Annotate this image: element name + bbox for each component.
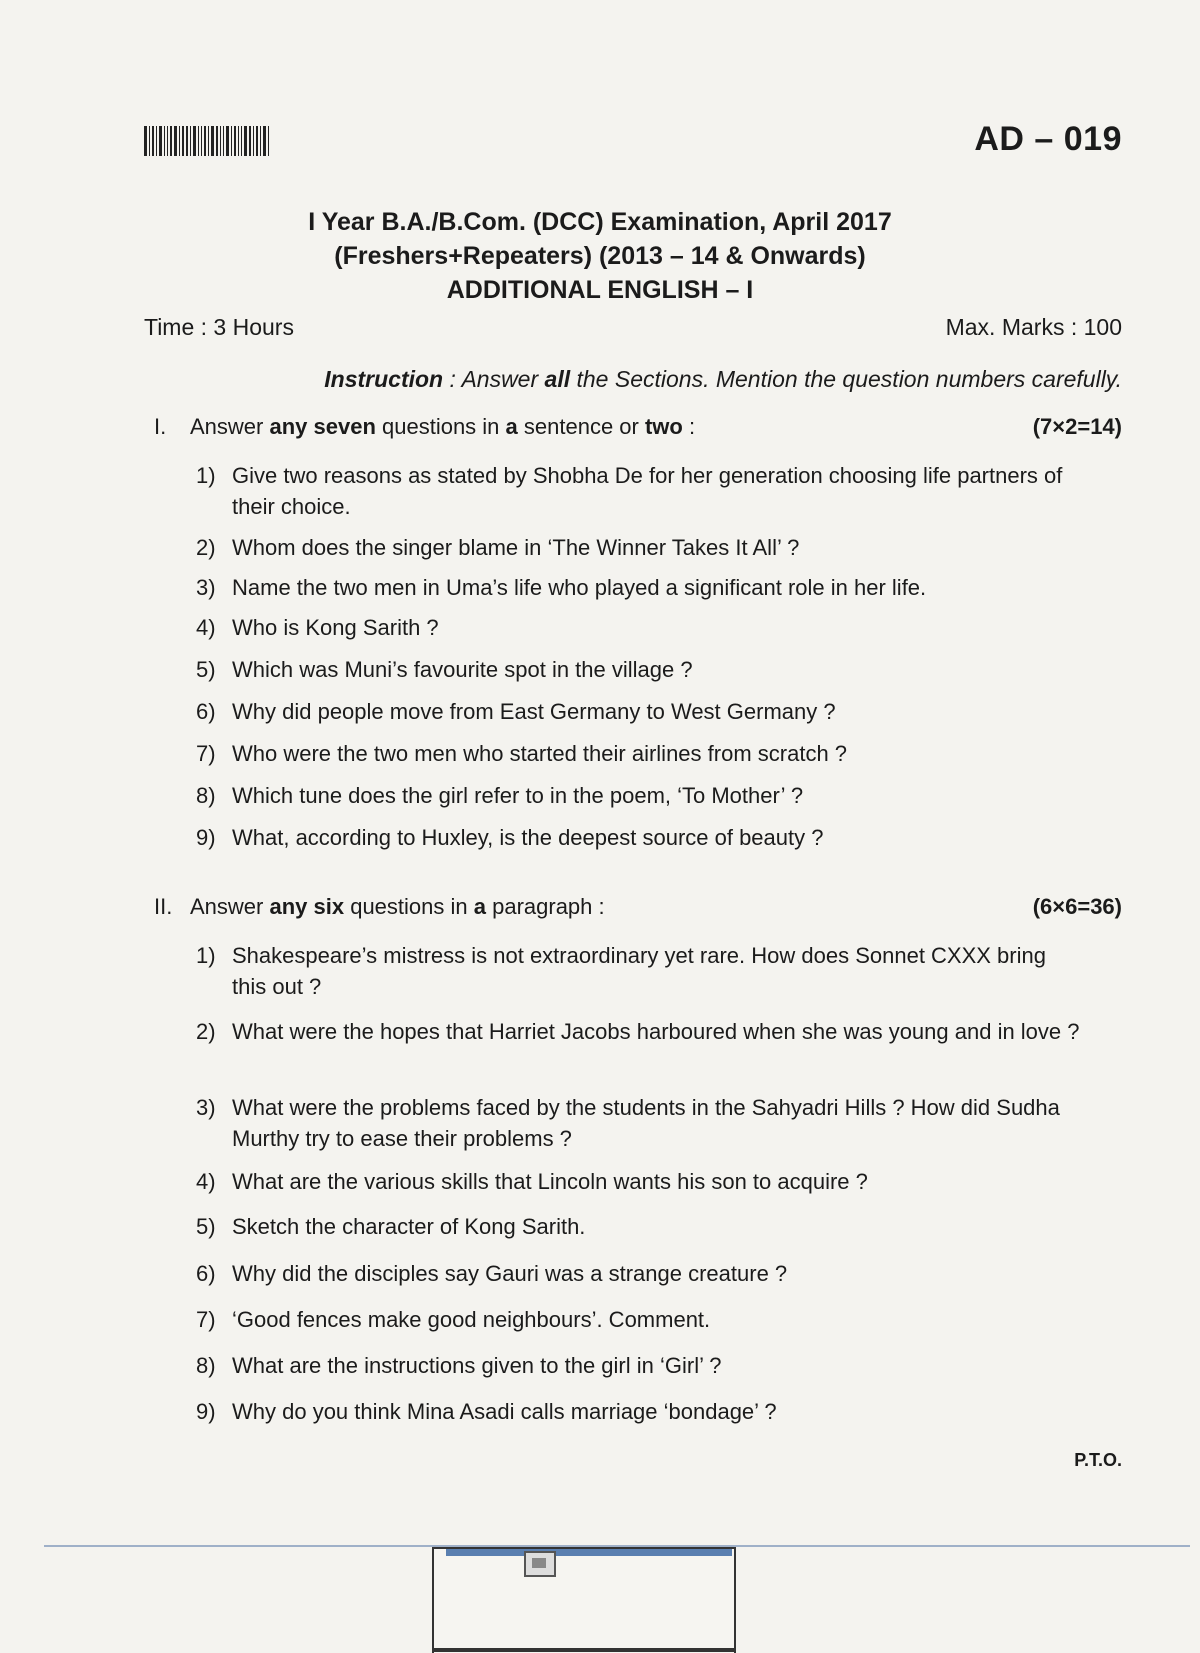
question-item bbox=[196, 532, 1080, 563]
pto-label: P.T.O. bbox=[1074, 1450, 1122, 1470]
barcode-bar bbox=[179, 126, 180, 156]
question-text: What are the instructions given to the girl in ‘Girl’ ? bbox=[232, 1353, 722, 1378]
instruction-text-a: Answer bbox=[461, 366, 545, 392]
section-1-text-c: questions in bbox=[375, 414, 506, 439]
bottom-tab bbox=[432, 1547, 736, 1653]
barcode-bar bbox=[167, 126, 168, 156]
batch-line: (Freshers+Repeaters) (2013 – 14 & Onwards) bbox=[334, 242, 866, 270]
barcode-bar bbox=[174, 126, 177, 156]
question-text: ‘Good fences make good neighbours’. Comment. bbox=[232, 1307, 711, 1332]
section-1-heading bbox=[154, 414, 1122, 440]
section-1-text-a: Answer bbox=[190, 414, 270, 439]
bottom-tab-strip bbox=[446, 1549, 732, 1556]
question-item bbox=[196, 1396, 1080, 1427]
instruction bbox=[324, 366, 1122, 393]
section-2-text-e: paragraph : bbox=[485, 894, 605, 919]
question-text: Why do you think Mina Asadi calls marriage ‘bondage’ ? bbox=[232, 1399, 777, 1424]
barcode-bar bbox=[238, 126, 239, 156]
question-number: 8) bbox=[196, 1353, 216, 1378]
question-number: 1) bbox=[196, 463, 216, 488]
question-item bbox=[196, 1016, 1080, 1047]
question-number: 6) bbox=[196, 1261, 216, 1286]
question-number: 4) bbox=[196, 615, 216, 640]
barcode-bar bbox=[193, 126, 196, 156]
instruction-all: all bbox=[544, 366, 571, 392]
question-item bbox=[196, 940, 1080, 1002]
section-2-marks: (6×6=36) bbox=[1032, 894, 1122, 919]
question-item bbox=[196, 1092, 1080, 1154]
barcode-bar bbox=[190, 126, 191, 156]
section-1-text-b: any seven bbox=[269, 414, 376, 439]
section-1-number: I. bbox=[154, 414, 167, 439]
barcode-bar bbox=[268, 126, 269, 156]
question-text: Which tune does the girl refer to in the poem, ‘To Mother’ ? bbox=[232, 783, 804, 808]
question-text: Who is Kong Sarith ? bbox=[232, 615, 439, 640]
barcode-bar bbox=[204, 126, 206, 156]
question-item bbox=[196, 1211, 1080, 1242]
question-item bbox=[196, 822, 1080, 853]
question-number: 3) bbox=[196, 1095, 216, 1120]
section-1-marks: (7×2=14) bbox=[1032, 414, 1122, 439]
barcode-bar bbox=[152, 126, 154, 156]
paper-code: AD – 019 bbox=[974, 120, 1122, 158]
question-number: 5) bbox=[196, 657, 216, 682]
exam-title: I Year B.A./B.Com. (DCC) Examination, April 2017 bbox=[308, 208, 892, 236]
question-number: 9) bbox=[196, 1399, 216, 1424]
barcode-bar bbox=[182, 126, 184, 156]
bottom-tab-base bbox=[432, 1648, 736, 1652]
question-number: 1) bbox=[196, 943, 216, 968]
section-1-text-d: a bbox=[505, 414, 518, 439]
section-2-text-b: any six bbox=[269, 894, 345, 919]
barcode-bar bbox=[231, 126, 232, 156]
question-number: 2) bbox=[196, 535, 216, 560]
barcode bbox=[144, 126, 300, 156]
barcode-bar bbox=[234, 126, 236, 156]
section-2-text-c: questions in bbox=[344, 894, 474, 919]
question-number: 3) bbox=[196, 575, 216, 600]
question-item bbox=[196, 1350, 1080, 1381]
section-1-text-g: : bbox=[682, 414, 696, 439]
question-item bbox=[196, 738, 1080, 769]
question-text: Name the two men in Uma’s life who played a significant role in her life. bbox=[232, 575, 927, 600]
time-label: Time : 3 Hours bbox=[144, 314, 294, 340]
barcode-bar bbox=[170, 126, 172, 156]
barcode-bar bbox=[211, 126, 214, 156]
barcode-bar bbox=[201, 126, 202, 156]
barcode-bar bbox=[159, 126, 162, 156]
question-text: Give two reasons as stated by Shobha De for her generation choosing life partners of their choice. bbox=[232, 463, 1063, 519]
section-2-instruction bbox=[190, 894, 1033, 920]
question-number: 2) bbox=[196, 1019, 216, 1044]
question-text: What were the hopes that Harriet Jacobs harboured when she was young and in love ? bbox=[232, 1019, 1080, 1044]
question-item bbox=[196, 1258, 1080, 1289]
question-item bbox=[196, 780, 1080, 811]
film-frame-icon bbox=[524, 1551, 556, 1577]
question-number: 9) bbox=[196, 825, 216, 850]
barcode-bar bbox=[253, 126, 254, 156]
barcode-bar bbox=[256, 126, 258, 156]
question-item bbox=[196, 572, 1080, 603]
question-text: What were the problems faced by the students in the Sahyadri Hills ? How did Sudha Murthy try to ease their problems ? bbox=[232, 1095, 1060, 1151]
section-1-text-e: sentence or bbox=[517, 414, 645, 439]
barcode-bar bbox=[241, 126, 242, 156]
section-2-text-d: a bbox=[473, 894, 486, 919]
barcode-bar bbox=[149, 126, 150, 156]
barcode-bar bbox=[198, 126, 199, 156]
barcode-bar bbox=[156, 126, 157, 156]
barcode-bar bbox=[226, 126, 229, 156]
subject-title: ADDITIONAL ENGLISH – I bbox=[446, 276, 754, 304]
instruction-text-c: the Sections. Mention the question numbers carefully. bbox=[570, 366, 1122, 392]
section-1-instruction bbox=[190, 414, 1033, 440]
barcode-bar bbox=[144, 126, 147, 156]
instruction-sep: : bbox=[443, 366, 462, 392]
question-number: 7) bbox=[196, 741, 216, 766]
barcode-bar bbox=[223, 126, 224, 156]
question-text: Who were the two men who started their airlines from scratch ? bbox=[232, 741, 848, 766]
question-number: 7) bbox=[196, 1307, 216, 1332]
question-text: Why did people move from East Germany to West Germany ? bbox=[232, 699, 836, 724]
barcode-bar bbox=[186, 126, 188, 156]
question-text: What, according to Huxley, is the deepest source of beauty ? bbox=[232, 825, 824, 850]
question-item bbox=[196, 460, 1080, 522]
barcode-bar bbox=[249, 126, 251, 156]
section-2-number: II. bbox=[154, 894, 173, 919]
barcode-bar bbox=[263, 126, 266, 156]
question-text: Whom does the singer blame in ‘The Winner Takes It All’ ? bbox=[232, 535, 800, 560]
section-2-text-a: Answer bbox=[190, 894, 270, 919]
barcode-bar bbox=[216, 126, 218, 156]
barcode-bar bbox=[164, 126, 165, 156]
question-number: 6) bbox=[196, 699, 216, 724]
barcode-bar bbox=[244, 126, 247, 156]
question-item bbox=[196, 696, 1080, 727]
question-item bbox=[196, 612, 1080, 643]
question-text: Which was Muni’s favourite spot in the village ? bbox=[232, 657, 693, 682]
question-item bbox=[196, 1304, 1080, 1335]
barcode-bar bbox=[220, 126, 221, 156]
barcode-bar bbox=[260, 126, 261, 156]
section-2-heading bbox=[154, 894, 1122, 920]
question-text: Sketch the character of Kong Sarith. bbox=[232, 1214, 586, 1239]
section-1-text-f: two bbox=[644, 414, 683, 439]
question-number: 5) bbox=[196, 1214, 216, 1239]
question-item bbox=[196, 654, 1080, 685]
question-number: 4) bbox=[196, 1169, 216, 1194]
question-text: Why did the disciples say Gauri was a strange creature ? bbox=[232, 1261, 788, 1286]
question-text: What are the various skills that Lincoln wants his son to acquire ? bbox=[232, 1169, 868, 1194]
question-item bbox=[196, 1166, 1080, 1197]
instruction-label: Instruction bbox=[324, 366, 444, 392]
question-number: 8) bbox=[196, 783, 216, 808]
barcode-bar bbox=[208, 126, 209, 156]
question-text: Shakespeare’s mistress is not extraordinary yet rare. How does Sonnet CXXX bring this out ? bbox=[232, 943, 1046, 999]
max-marks-label: Max. Marks : 100 bbox=[945, 314, 1122, 340]
